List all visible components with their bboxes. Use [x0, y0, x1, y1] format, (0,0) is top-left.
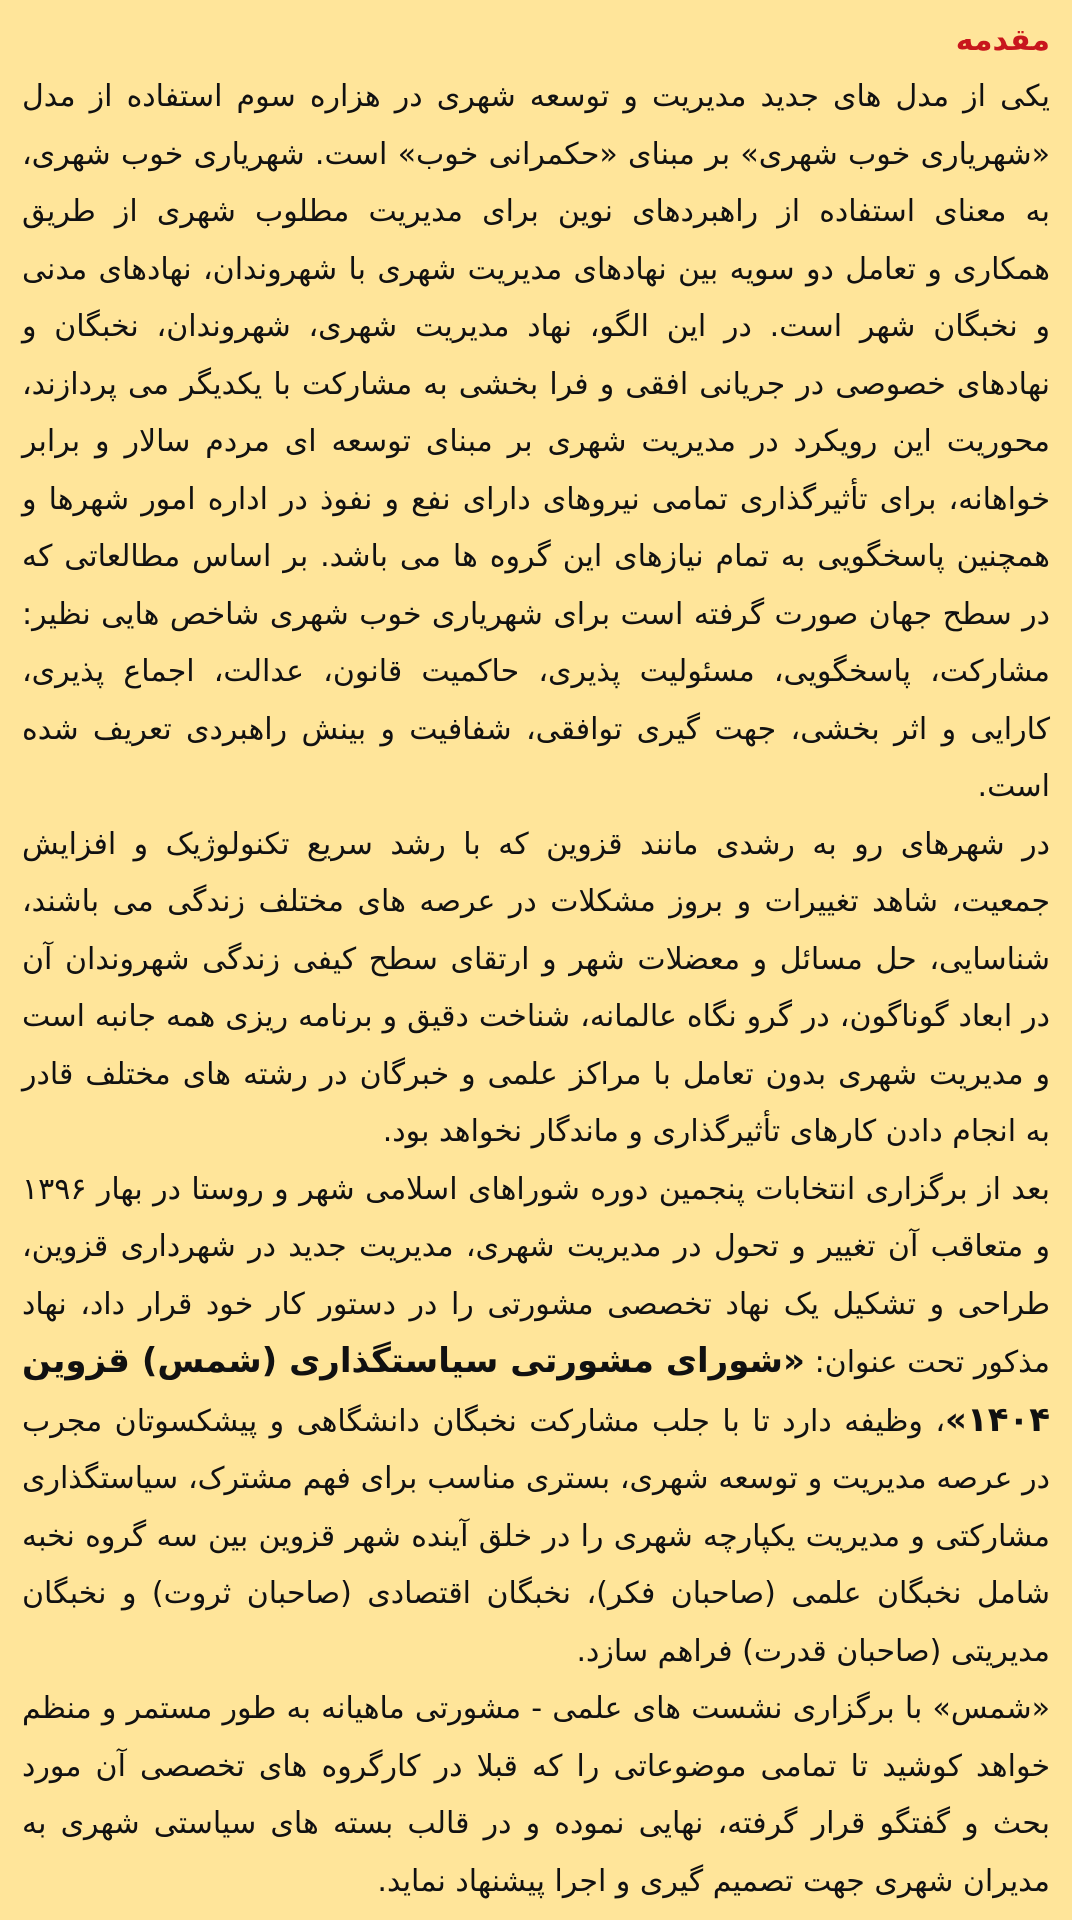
- shams-council-name: «شورای مشورتی سیاستگذاری (شمس) قزوین ۱۴۰۴»: [22, 1341, 1050, 1440]
- paragraph-good-urban-governance: یکی از مدل های جدید مدیریت و توسعه شهری در هزاره سوم استفاده از مدل «شهریاری خوب شهری» بر مبنای «حکمرانی خوب» است. شهریاری خوب شهری، به معنای استفاده از راهبردهای نوین برای مدیریت مطلوب شهری از طریق همکاری و تعامل دو سویه بین نهادهای مدیریت شهری با شهروندان، نهادهای مدنی و نخبگان شهر است. در این الگو، نهاد مدیریت شهری، شهروندان، نخبگان و نهادهای خصوصی در جریانی افقی و فرا بخشی به مشارکت با یکدیگر می پردازند، محوریت این رویکرد در مدیریت شهری بر مبنای توسعه ای مردم سالار و برابر خواهانه، برای تأثیرگذاری تمامی نیروهای دارای نفع و نفوذ در اداره امور شهرها و همچنین پاسخگویی به تمام نیازهای این گروه ها می باشد. بر اساس مطالعاتی که در سطح جهان صورت گرفته است برای شهریاری خوب شهری شاخص هایی نظیر: مشارکت، پاسخگویی، مسئولیت پذیری، حاکمیت قانون، عدالت، اجماع پذیری، کارایی و اثر بخشی، جهت گیری توافقی، شفافیت و بینش راهبردی تعریف شده است.: [22, 79, 1050, 804]
- paragraph-shams-intro: بعد از برگزاری انتخابات پنجمین دوره شوراهای اسلامی شهر و روستا در بهار ۱۳۹۶ و متعاقب آن تغییر و تحول در مدیریت شهری، مدیریت جدید در شهرداری قزوین، طراحی و تشکیل یک نهاد تخصصی مشورتی را در دستور کار خود قرار داد، نهاد مذکور تحت عنوان:: [22, 1171, 1050, 1380]
- paragraph-shams-mission: ، وظیفه دارد تا با جلب مشارکت نخبگان دانشگاهی و پیشکسوتان مجرب در عرصه مدیریت و توسعه شهری، بستری مناسب برای فهم مشترک، سیاستگذاری مشارکتی و مدیریت یکپارچه شهری را در خلق آینده شهر قزوین بین سه گروه نخبه شامل نخبگان علمی (صاحبان فکر)، نخبگان اقتصادی (صاحبان ثروت) و نخبگان مدیریتی (صاحبان قدرت) فراهم سازد.: [22, 1403, 1050, 1669]
- paragraph-shams-council: [22, 1161, 1050, 1681]
- section-heading: مقدمه: [955, 23, 1050, 58]
- paragraph-qazvin-growth: در شهرهای رو به رشدی مانند قزوین که با رشد سریع تکنولوژیک و افزایش جمعیت، شاهد تغییرات و بروز مشکلات در عرصه های مختلف زندگی می باشند، شناسایی، حل مسائل و معضلات شهر و ارتقای سطح کیفی زندگی شهروندان آن در ابعاد گوناگون، در گرو نگاه عالمانه، شناخت دقیق و برنامه ریزی همه جانبه است و مدیریت شهری بدون تعامل با مراکز علمی و خبرگان در رشته های مختلف قادر به انجام دادن کارهای تأثیرگذاری و ماندگار نخواهد بود.: [22, 826, 1050, 1149]
- paragraph-shams-sessions: «شمس» با برگزاری نشست های علمی - مشورتی ماهیانه به طور مستمر و منظم خواهد کوشید تا تمامی موضوعاتی را که قبلا در کارگروه های تخصصی آن مورد بحث و گفتگو قرار گرفته، نهایی نموده و در قالب بسته های سیاستی شهری به مدیران شهری جهت تصمیم گیری و اجرا پیشنهاد نماید.: [22, 1691, 1050, 1899]
